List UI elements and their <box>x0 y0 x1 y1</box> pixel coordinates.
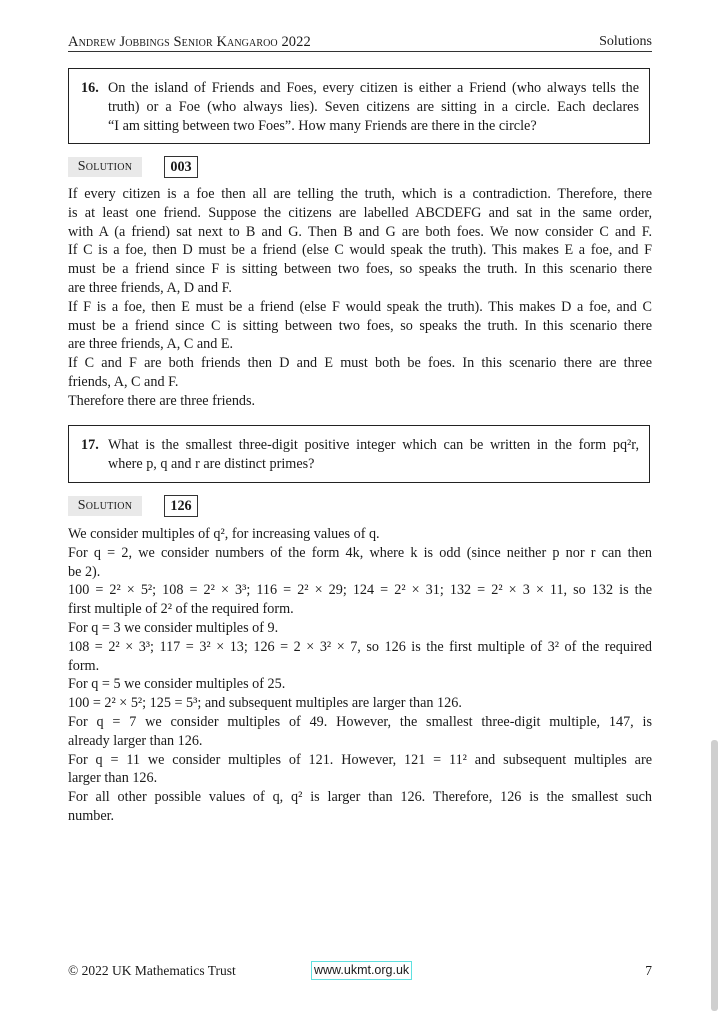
solution-line: 100 = 2² × 5²; 125 = 5³; and subsequent multiples are larger than 126. <box>68 695 462 712</box>
question-number: 16. <box>81 80 99 96</box>
solution-line: with A (a friend) sat next to B and G. Then B and G are both foes. We now consider C and F. <box>68 223 652 240</box>
solution-line: For q = 2, we consider numbers of the form 4k, where k is odd (since neither p nor r can then <box>68 544 652 561</box>
solution-line: If C is a foe, then D must be a friend (else C would speak the truth). This makes E a foe, and F <box>68 242 652 259</box>
solution-line: number. <box>68 807 115 824</box>
page-header <box>68 33 652 51</box>
solution-line: If C and F are both friends then D and E must both be foes. In this scenario there are three <box>68 355 652 372</box>
solution-line: Therefore there are three friends. <box>68 392 256 409</box>
solution-label: Solution <box>68 157 142 177</box>
solution-line: For all other possible values of q, q² is larger than 126. Therefore, 126 is the smallest such <box>68 789 652 806</box>
solution-line: For q = 5 we consider multiples of 25. <box>68 676 286 693</box>
solution-line: are three friends, A, D and F. <box>68 279 232 296</box>
solution-16-text <box>68 185 652 411</box>
answer-box: 003 <box>164 156 198 178</box>
solution-line: If every citizen is a foe then all are telling the truth, which is a contradiction. Therefore, there <box>68 186 652 202</box>
solution-line: For q = 3 we consider multiples of 9. <box>68 619 279 636</box>
question-line: where p, q and r are distinct primes? <box>108 456 315 472</box>
solution-line: first multiple of 2² of the required form. <box>68 601 294 618</box>
question-text <box>108 79 639 136</box>
solution-line: 100 = 2² × 5²; 108 = 2² × 3³; 116 = 2² × 29; 124 = 2² × 31; 132 = 2² × 3 × 11, so 132 is the <box>68 582 652 599</box>
solution-line: is at least one friend. Suppose the citizens are labelled ABCDEFG and sat in the same order, <box>68 204 652 221</box>
website-link[interactable]: www.ukmt.org.uk <box>311 961 412 980</box>
question-16-box <box>68 68 650 144</box>
question-line: truth) or a Foe (who always lies). Seven citizens are sitting in a circle. Each declares <box>108 99 639 115</box>
answer-box: 126 <box>164 495 198 517</box>
solution-17-text <box>68 525 652 826</box>
header-section: Solutions <box>599 34 652 49</box>
solution-line: larger than 126. <box>68 770 158 787</box>
solution-label: Solution <box>68 496 142 516</box>
solution-line: must be a friend since F is sitting between two foes, so speaks the truth. In this scenario there <box>68 261 652 278</box>
solution-line: If F is a foe, then E must be a friend (else F would speak the truth). This makes D a foe, and C <box>68 298 652 315</box>
question-line: “I am sitting between two Foes”. How many Friends are there in the circle? <box>108 118 537 134</box>
solution-line: already larger than 126. <box>68 732 203 749</box>
solution-line: For q = 11 we consider multiples of 121. However, 121 = 11² and subsequent multiples are <box>68 751 652 768</box>
question-text <box>108 436 639 474</box>
question-line: On the island of Friends and Foes, every citizen is either a Friend (who always tells the <box>108 80 639 96</box>
header-title: Andrew Jobbings Senior Kangaroo 2022 <box>68 34 311 50</box>
solution-line: be 2). <box>68 563 101 580</box>
question-line: What is the smallest three-digit positive integer which can be written in the form pq²r, <box>108 437 639 453</box>
solution-line: For q = 7 we consider multiples of 49. However, the smallest three-digit multiple, 147, is <box>68 713 652 730</box>
solution-line: We consider multiples of q², for increasing values of q. <box>68 526 380 542</box>
solution-line: must be a friend since C is sitting between two foes, so speaks the truth. In this scenario there <box>68 317 652 334</box>
copyright: © 2022 UK Mathematics Trust <box>68 963 236 978</box>
page-number: 7 <box>645 963 652 978</box>
header-rule <box>68 51 652 52</box>
question-17-box <box>68 425 650 483</box>
solution-line: form. <box>68 657 100 674</box>
scrollbar[interactable] <box>711 740 718 1011</box>
question-number: 17. <box>81 437 99 453</box>
solution-line: 108 = 2² × 3³; 117 = 3² × 13; 126 = 2 × 3² × 7, so 126 is the first multiple of 3² of the required <box>68 638 652 655</box>
solution-line: are three friends, A, C and E. <box>68 336 234 353</box>
page-footer <box>68 962 652 980</box>
solution-line: friends, A, C and F. <box>68 373 179 390</box>
